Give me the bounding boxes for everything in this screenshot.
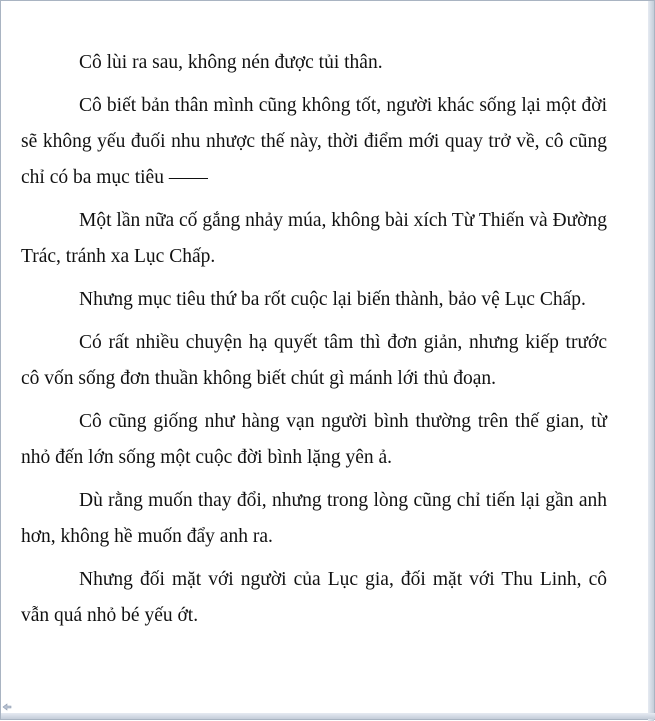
paragraph-3: Một lần nữa cố gắng nhảy múa, không bài xích Từ Thiến và Đường Trác, tránh xa Lục Chấp.	[21, 210, 607, 267]
paragraph-5: Có rất nhiều chuyện hạ quyết tâm thì đơn giản, nhưng kiếp trước cô vốn sống đơn thuần không biết chút gì mánh lới thủ đoạn.	[21, 332, 607, 389]
paragraph-6: Cô cũng giống như hàng vạn người bình thường trên thế gian, từ nhỏ đến lớn sống một cuộc đời bình lặng yên ả.	[21, 411, 607, 468]
window-edge-right	[648, 1, 654, 721]
page-corner-arrow-icon	[2, 702, 12, 712]
paragraph-1: Cô lùi ra sau, không nén được tủi thân.	[79, 52, 383, 73]
window-edge-bottom	[1, 713, 655, 719]
document-page	[21, 45, 607, 641]
paragraph-7: Dù rằng muốn thay đổi, nhưng trong lòng cũng chỉ tiến lại gần anh hơn, không hề muốn đẩy anh ra.	[21, 490, 607, 547]
paragraph-2: Cô biết bản thân mình cũng không tốt, người khác sống lại một đời sẽ không yếu đuối nhu nhược thế này, thời điểm mới quay trở về, cô cũng chỉ có ba mục tiêu ——	[21, 95, 607, 188]
paragraph-4: Nhưng mục tiêu thứ ba rốt cuộc lại biến thành, bảo vệ Lục Chấp.	[79, 289, 586, 310]
paragraph-8: Nhưng đối mặt với người của Lục gia, đối mặt với Thu Linh, cô vẫn quá nhỏ bé yếu ớt.	[21, 569, 607, 626]
